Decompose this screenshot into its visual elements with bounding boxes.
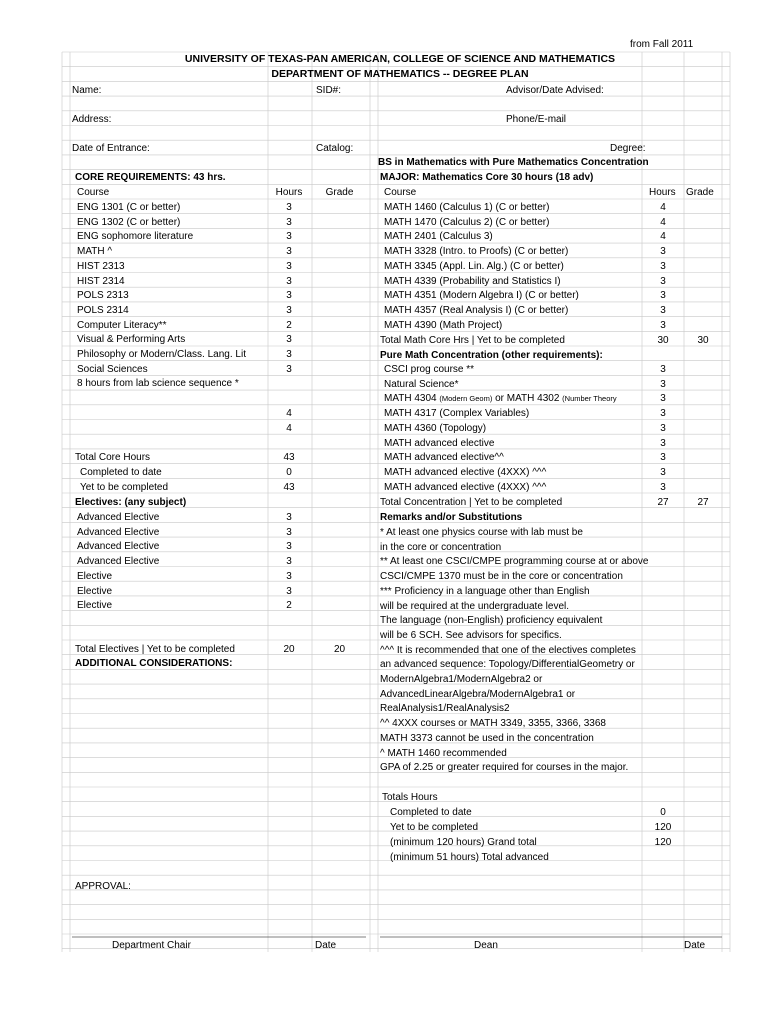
elective-name: Advanced Elective xyxy=(77,526,160,538)
signature-dean: Dean xyxy=(474,940,498,951)
major-course-name: MATH 4351 (Modern Algebra I) (C or better) xyxy=(384,290,579,302)
elective-hours: 3 xyxy=(286,541,292,553)
elective-hours: 3 xyxy=(286,512,292,523)
core-completed-label: Completed to date xyxy=(80,467,162,478)
pure-course-hours: 3 xyxy=(660,466,666,478)
remark-line-name: GPA of 2.25 or greater required for courses in the major. xyxy=(380,762,629,774)
core-course-name: MATH ^ xyxy=(77,246,113,258)
major-course-hours: 3 xyxy=(660,246,666,258)
remark-line-name: RealAnalysis1/RealAnalysis2 xyxy=(380,703,510,715)
concentration-title: BS in Mathematics with Pure Mathematics Concentration xyxy=(378,157,649,168)
totals-min-value: 120 xyxy=(654,837,672,848)
major-course-hours: 3 xyxy=(660,319,666,331)
remark-line-name: will be 6 SCH. See advisors for specifics. xyxy=(380,629,562,641)
remark-line-name: ^^^ It is recommended that one of the electives completes xyxy=(380,644,636,656)
elective-hours: 3 xyxy=(286,585,292,597)
electives-total-label: Total Electives | Yet to be completed xyxy=(75,644,235,655)
major-col-hours: Hours xyxy=(649,187,676,198)
core-total-value: 43 xyxy=(283,452,295,463)
sid-label: SID#: xyxy=(316,85,342,96)
core-course-hours: 3 xyxy=(286,246,292,258)
major-course-hours: 4 xyxy=(660,202,666,213)
core-course-name: HIST 2314 xyxy=(77,275,125,287)
degree-label: Degree: xyxy=(610,143,646,154)
remark-line-name: CSCI/CMPE 1370 must be in the core or concentration xyxy=(380,571,623,583)
pure-course-hours: 3 xyxy=(660,378,666,390)
core-course-name: HIST 2313 xyxy=(77,260,125,272)
major-course-hours: 3 xyxy=(660,290,666,302)
remark-line-name: in the core or concentration xyxy=(380,541,502,553)
remark-line-name: ^ MATH 1460 recommended xyxy=(380,747,507,759)
major-title: MAJOR: Mathematics Core 30 hours (18 adv) xyxy=(380,172,594,183)
elective-hours: 2 xyxy=(286,600,292,612)
pure-course-name: MATH 4360 (Topology) xyxy=(384,422,487,434)
core-course-hours: 4 xyxy=(286,407,292,419)
pure-course-hours: 3 xyxy=(660,422,666,434)
core-course-name: POLS 2314 xyxy=(77,304,129,316)
major-course-hours: 3 xyxy=(660,275,666,287)
pure-course-part: (Number Theory xyxy=(562,394,617,404)
pure-total-hours: 27 xyxy=(657,497,669,508)
core-yet-value: 43 xyxy=(283,482,295,493)
totals-title: Totals Hours xyxy=(382,792,438,803)
major-total-yet: 30 xyxy=(697,335,709,346)
totals-yet-value: 120 xyxy=(654,822,672,833)
pure-total-yet: 27 xyxy=(697,497,709,508)
core-total-label: Total Core Hours xyxy=(75,452,151,463)
pure-course-name xyxy=(384,393,617,405)
major-course-name: MATH 4339 (Probability and Statistics I) xyxy=(384,275,561,287)
name-label: Name: xyxy=(72,85,102,96)
additional-considerations: ADDITIONAL CONSIDERATIONS: xyxy=(75,658,233,669)
core-col-hours: Hours xyxy=(275,187,303,198)
elective-hours: 3 xyxy=(286,526,292,538)
totals-adv-label: (minimum 51 hours) Total advanced xyxy=(390,852,549,863)
core-course-hours: 4 xyxy=(286,422,292,434)
elective-name: Elective xyxy=(77,600,113,612)
remark-line-name: will be required at the undergraduate level. xyxy=(380,600,570,612)
elective-name: Elective xyxy=(77,570,113,582)
pure-course-hours: 3 xyxy=(660,452,666,464)
core-course-hours: 3 xyxy=(286,349,292,360)
core-title: CORE REQUIREMENTS: 43 hrs. xyxy=(75,172,226,183)
major-course-hours: 4 xyxy=(660,216,666,228)
pure-course-name: MATH advanced elective (4XXX) ^^^ xyxy=(384,481,547,493)
core-course-name: ENG sophomore literature xyxy=(77,231,194,243)
major-course-name: MATH 1470 (Calculus 2) (C or better) xyxy=(384,216,550,228)
pure-course-hours: 3 xyxy=(660,364,666,375)
pure-total-label: Total Concentration | Yet to be completed xyxy=(380,497,563,508)
elective-name: Elective xyxy=(77,585,113,597)
core-col-course: Course xyxy=(77,187,110,198)
phone-label: Phone/E-mail xyxy=(506,114,567,125)
elective-hours: 3 xyxy=(286,556,292,568)
remark-line-name: ** At least one CSCI/CMPE programming course at or above xyxy=(380,556,649,568)
major-course-hours: 3 xyxy=(660,304,666,316)
core-course-hours: 3 xyxy=(286,202,292,213)
signature-chair: Department Chair xyxy=(112,940,191,951)
title-university: UNIVERSITY OF TEXAS-PAN AMERICAN, COLLEGE OF SCIENCE AND MATHEMATICS xyxy=(184,53,616,65)
core-course-hours: 3 xyxy=(286,275,292,287)
totals-min-label: (minimum 120 hours) Grand total xyxy=(390,837,537,848)
remark-line-name: ModernAlgebra1/ModernAlgebra2 or xyxy=(380,674,543,685)
major-course-hours: 4 xyxy=(660,231,666,243)
electives-total-yet: 20 xyxy=(333,644,346,655)
core-course-name: Computer Literacy** xyxy=(77,319,167,331)
core-course-name: Philosophy or Modern/Class. Lang. Lit xyxy=(77,349,246,360)
pure-course-name: MATH advanced elective^^ xyxy=(384,452,504,464)
electives-title: Electives: (any subject) xyxy=(75,497,187,508)
core-course-name: Visual & Performing Arts xyxy=(77,334,186,346)
pure-course-name: MATH advanced elective xyxy=(384,437,495,449)
core-course-name: ENG 1301 (C or better) xyxy=(77,202,181,213)
core-course-name: ENG 1302 (C or better) xyxy=(77,216,181,228)
remark-line-name: The language (non-English) proficiency equivalent xyxy=(380,615,603,627)
major-course-hours: 3 xyxy=(660,260,666,272)
totals-completed-label: Completed to date xyxy=(390,807,472,818)
core-completed-value: 0 xyxy=(286,467,292,478)
pure-course-part: MATH 4304 xyxy=(384,393,440,405)
remark-line-name: ^^ 4XXX courses or MATH 3349, 3355, 3366, 3368 xyxy=(380,718,606,730)
pure-course-part: (Modern Geom) xyxy=(439,394,493,404)
pure-course-hours: 3 xyxy=(660,437,666,449)
signature-date-chair: Date xyxy=(315,940,337,951)
major-course-name: MATH 4357 (Real Analysis I) (C or better) xyxy=(384,304,569,316)
major-course-name: MATH 1460 (Calculus 1) (C or better) xyxy=(384,202,550,213)
electives-total-hours: 20 xyxy=(283,644,295,655)
elective-hours: 3 xyxy=(286,570,292,582)
core-course-hours: 3 xyxy=(286,231,292,243)
pure-course-hours: 3 xyxy=(660,481,666,493)
elective-name: Advanced Elective xyxy=(77,556,160,568)
major-course-name: MATH 3328 (Intro. to Proofs) (C or better) xyxy=(384,246,569,258)
pure-course-name: Natural Science* xyxy=(384,378,459,390)
address-label: Address: xyxy=(72,114,112,125)
totals-completed-value: 0 xyxy=(660,807,666,818)
core-course-name: Social Sciences xyxy=(77,363,148,375)
pure-title: Pure Math Concentration (other requirements): xyxy=(380,350,603,361)
remark-line-name: AdvancedLinearAlgebra/ModernAlgebra1 or xyxy=(380,688,576,700)
pure-course-hours: 3 xyxy=(660,393,666,405)
core-course-hours: 3 xyxy=(286,290,292,302)
from-label: from Fall 2011 xyxy=(630,39,694,50)
core-course-hours: 3 xyxy=(286,260,292,272)
core-course-hours: 2 xyxy=(286,319,292,331)
major-total-hours: 30 xyxy=(657,335,669,346)
entrance-label: Date of Entrance: xyxy=(72,143,150,154)
core-course-name: POLS 2313 xyxy=(77,290,129,302)
pure-course-part: or MATH 4302 xyxy=(492,393,563,405)
major-total-label: Total Math Core Hrs | Yet to be completed xyxy=(380,335,565,346)
remark-line-name: an advanced sequence: Topology/DifferentialGeometry or xyxy=(380,659,635,671)
pure-course-name: MATH advanced elective (4XXX) ^^^ xyxy=(384,466,547,478)
catalog-label: Catalog: xyxy=(316,143,354,154)
major-course-name: MATH 2401 (Calculus 3) xyxy=(384,231,493,243)
core-yet-label: Yet to be completed xyxy=(80,482,169,493)
major-col-grade: Grade xyxy=(686,187,714,198)
elective-name: Advanced Elective xyxy=(77,541,160,553)
core-course-hours: 3 xyxy=(286,304,292,316)
major-course-name: MATH 3345 (Appl. Lin. Alg.) (C or better) xyxy=(384,260,564,272)
remark-line-name: * At least one physics course with lab must be xyxy=(380,527,583,538)
approval-label: APPROVAL: xyxy=(75,881,131,892)
remarks-title: Remarks and/or Substitutions xyxy=(380,512,523,523)
elective-name: Advanced Elective xyxy=(77,512,160,523)
core-course-hours: 3 xyxy=(286,334,292,346)
totals-yet-label: Yet to be completed xyxy=(390,822,479,833)
core-course-hours: 3 xyxy=(286,363,292,375)
remark-line-name: MATH 3373 cannot be used in the concentration xyxy=(380,732,594,744)
remark-line-name: *** Proficiency in a language other than English xyxy=(380,585,590,597)
major-col-course: Course xyxy=(384,187,417,198)
major-course-name: MATH 4390 (Math Project) xyxy=(384,319,503,331)
core-course-name: 8 hours from lab science sequence * xyxy=(77,378,239,390)
title-department: DEPARTMENT OF MATHEMATICS -- DEGREE PLAN xyxy=(271,68,529,80)
pure-course-hours: 3 xyxy=(660,408,666,420)
pure-course-name: CSCI prog course ** xyxy=(384,364,475,375)
core-col-grade: Grade xyxy=(325,187,354,198)
advisor-label: Advisor/Date Advised: xyxy=(506,85,604,96)
pure-course-name: MATH 4317 (Complex Variables) xyxy=(384,408,530,420)
signature-date-dean: Date xyxy=(684,940,706,951)
core-course-hours: 3 xyxy=(286,216,292,228)
